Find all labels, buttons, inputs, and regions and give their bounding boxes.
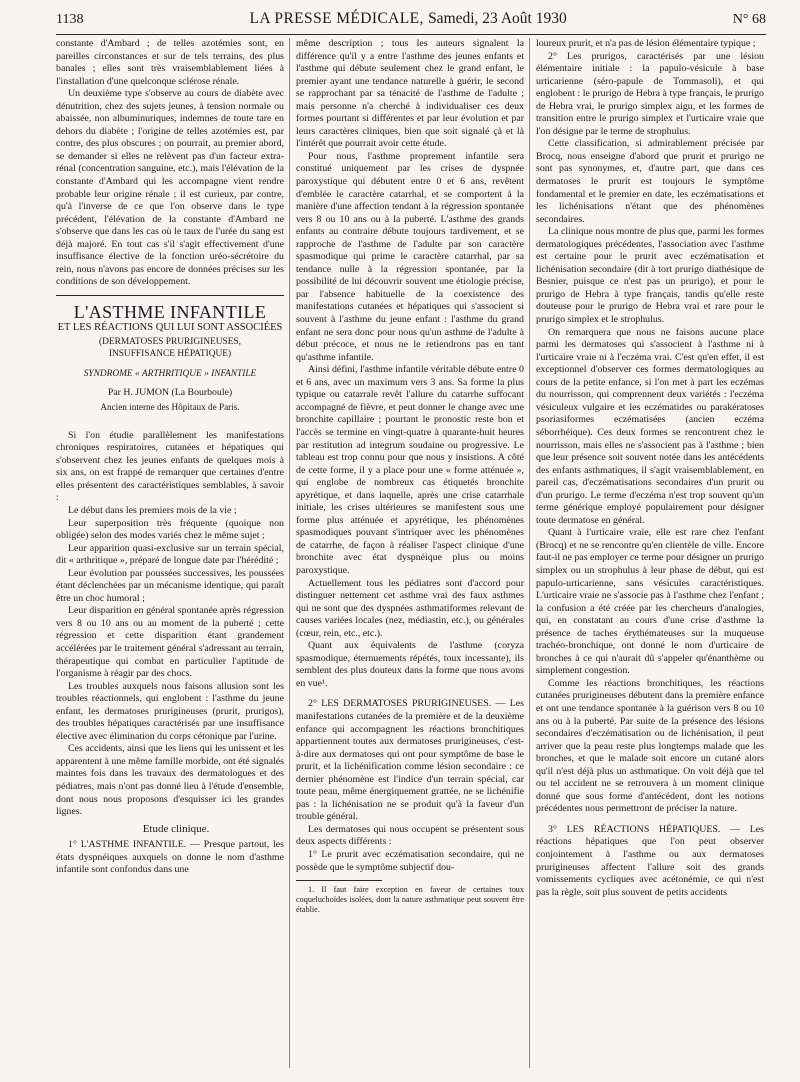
paragraph: même description ; tous les auteurs signalent la différence qu'il y a entre l'asthme des jeunes enfants et l'asthme qui débute seulement chez le grand enfant, le premier ayant une tendance naturelle à guérir, le second se rapprochant par sa ténacité de l'asthme de l'adulte ; mais personne n'a cherché à individualiser ces deux formes pourtant si différentes et par leur évolution et par leurs caractères cliniques, bien que soit signalé çà et là l'intérêt que pourrait avoir cette étude. — [296, 38, 524, 150]
paragraph: Pour nous, l'asthme proprement infantile sera constitué uniquement par les crises de dyspnée paroxystique qui débutent entre 0 et 6 ans, revêtent d'emblée le caractère catarrhal, et se comportent à la manière d'une affection tendant à la régression spontanée vers 8 ou 10 ans ou à la puberté. L'asthme des grands enfants au contraire débute toujours tardivement, et se rapproche de l'asthme de l'adulte par son caractère spasmodique qui prime le caractère catarrhal, par sa tendance nulle à la régression spontanée, par la possibilité de lui découvrir souvent une étiologie précise, par l'absence habituelle de la coexistence des manifestations cutanées et hépatiques qui s'associent si souvent à l'asthme du jeune enfant : l'asthme du grand enfant ne sera donc pour nous qu'un asthme de l'adulte à début précoce, et nous ne le retiendrons pas en tant qu'asthme infantile. — [296, 150, 524, 363]
issue-number: N° 68 — [732, 12, 766, 27]
article-subtitle-line: INSUFFISANCE HÉPATIQUE) — [108, 348, 232, 359]
column-1 — [56, 38, 284, 877]
paragraph: 1° Le prurit avec eczématisation secondaire, qui ne possède que le symptôme subjectif dou- — [296, 849, 524, 873]
paragraph: Quant aux équivalents de l'asthme (coryza spasmodique, éternuements répétés, toux incessante), ils semblent des plus douteux dans la forme que nous avons en vue¹. — [296, 640, 524, 689]
article-affiliation: Ancien interne des Hôpitaux de Paris. — [100, 402, 240, 413]
article-subtitle-line: (DERMATOSES PRURIGINEUSES, — [98, 337, 242, 348]
page-header — [56, 10, 766, 34]
paragraph: Si l'on étudie parallèlement les manifestations chroniques respiratoires, cutanées et hépatiques qui s'observent chez les jeunes enfants de quelques mois à six ans, on est frappé de remarquer que certaines d'entre elles présentent des caractéristiques semblables, à savoir : — [56, 429, 284, 504]
list-item: Leur superposition très fréquente (quoique non obligée) selon des modes variés chez le même sujet ; — [56, 517, 284, 542]
paragraph: Comme les réactions bronchitiques, les réactions cutanées prurigineuses débutent dans la première enfance et ont une tendance spontanée à la guérison vers 8 ou 10 ans ou à la puberté. Par suite de la présence des lésions secondaires d'eczématisation ou de lichénisation, il peut arriver que la peau reste plus longtemps malade que les bronches, et que le malade soit encore un cutané alors qu'il n'est déjà plus un asthmatique. On voit déjà que tel ou tel accident ne se retrouvera à un moment clinique donné que sous forme d'antécédent, dont les notions précédentes nous permettront de préciser la nature. — [536, 677, 764, 815]
paragraph: Ainsi défini, l'asthme infantile véritable débute entre 0 et 6 ans, avec un maximum vers 3 ans. Sa forme la plus typique ou catarrale revêt l'allure du catarrhe suffocant accompagné de fièvre, et peut donner le change avec une bronchite capillaire ; pourtant le pronostic reste bon et l'accès se termine en vingt-quatre à quarante-huit heures par restitution ad integrum soudaine ou progressive. Le tableau est trop connu pour que nous y insistions. A côté de cette forme, il y a place pour une « forme atténuée », qui englobe de nombreux cas étiquetés bronchite apyrétique, et dans laquelle, après une crise catarrhale initiale, les crises ultérieures se manifestent sous une forme plus atténuée et apyrétique, les phénomènes spasmodiques pouvant s'intriquer avec les phénomènes de catarrhe, de façon à réaliser l'aspect clinique d'une bronchite avec état dyspnéique plus ou moins paroxystique. — [296, 364, 524, 576]
column-divider — [289, 38, 290, 1068]
column-2 — [296, 38, 524, 915]
paragraph: loureux prurit, et n'a pas de lésion élémentaire typique ; — [536, 38, 756, 49]
paragraph: constante d'Ambard ; de telles azotémies sont, en pareilles circonstances et sur de tels terrains, des plus banales ; elles sont très vraisemblablement liées à l'installation d'une quelconque sclérose rénale. — [56, 38, 284, 87]
list-item: Leur évolution par poussées successives, les poussées étant déclenchées par un mécanisme identique, qui paraît être un choc humoral ; — [56, 567, 284, 604]
column-3 — [536, 38, 764, 899]
column-divider — [529, 38, 530, 1068]
header-rule — [56, 34, 766, 35]
paragraph: Un deuxième type s'observe au cours de diabète avec dénutrition, chez des sujets jeunes, à tension normale ou abaissée, non albuminuriques, indemnes de toute tare en dehors du diabète ; l'origine de telles azotémies est, par contre, des plus obscures ; on pourrait, au premier abord, se demander si elles ne relèvent pas d'un facteur extra-rénal (concentration sanguine, etc.), mais l'élévation de la constante d'Ambard qui les accompagne vient rendre probable leur origine rénale ; il est curieux, par contre, qu'à l'inverse de ce que l'on observe dans le type précédent, l'élévation de la constante d'Ambard ne s'observe que dans les cas où le taux de l'urée du sang est déjà majoré. En tout cas s'il s'agit effectivement d'une insuffisance élective de la fonction uréo-sécrétoire du rein, nous n'avons pas encore de données précises sur les conditions de son développement. — [56, 88, 284, 288]
section-heading: Etude clinique. — [142, 822, 210, 835]
footnote: 1. Il faut faire exception en faveur de certaines toux coqueluchoïdes isolées, dont la nature asthmatique peut souvent être établie. — [296, 885, 524, 915]
journal-masthead — [250, 10, 567, 28]
article-subtitle: ET LES RÉACTIONS QUI LUI SONT ASSOCIÉES — [57, 322, 283, 334]
footnote-rule — [296, 880, 382, 881]
article-title: L'ASTHME INFANTILE — [73, 301, 267, 322]
paragraph: Les troubles auxquels nous faisons allusion sont les troubles réactionnels, qui englobent : l'asthme du jeune enfant, les dermatoses prurigineuses (prurit, prurigos), des troubles hépatiques caractérisés par une insuffisance élective avec élimination du corps cétonique par l'urine. — [56, 680, 284, 742]
paragraph: Les dermatoses qui nous occupent se présentent sous deux aspects différents : — [296, 823, 524, 848]
article-author: Par H. JUMON (La Bourboule) — [107, 386, 233, 398]
list-item: Leur disparition en général spontanée après régression vers 8 ou 10 ans ou au moment de la puberté ; cette régression et cette disparition étant grandement accélérées par le traitement général s'adressant au terrain, thérapeutique qui combat en particulier l'aptitude de l'organisme à réagir par des chocs. — [56, 605, 284, 680]
paragraph: On remarquera que nous ne faisons aucune place parmi les dermatoses qui s'associent à l'asthme ni à l'urticaire vraie ni à l'eczéma vrai. C'est qu'en effet, il est exceptionnel d'observer ces formes dermatologiques au cours de la petite enfance, si l'on met à part les eczémas du nourrisson, qui comprennent deux variétés : l'eczéma vésiculeux vulgaire et les eczématides ou parakératoses psoriasiformes eczématisées (ancien eczéma séborrhéique). Ces deux formes se rencontrent chez le nourrisson, mais elles ne s'associent pas à l'asthme ; bien que leur présence soit souvent notée dans les antécédents des enfants asthmatiques, il s'agit vraisemblablement, en pareil cas, d'eczématisations secondaires d'un prurit ou d'un prurigo. Le terme d'eczéma n'est trop souvent qu'un terme générique employé populairement pour désigner toute dermatose en général. — [536, 326, 764, 526]
paragraph: 1° L'ASTHME INFANTILE. — Presque partout, les états dyspnéiques auxquels on donne le nom d'asthme infantile sont confondus dans une — [56, 839, 284, 876]
issue-date: Samedi, 23 Août 1930 — [428, 10, 567, 27]
paragraph: Quant à l'urticaire vraie, elle est rare chez l'enfant (Brocq) et ne se rencontre qu'en clientèle de ville. Encore faut-il ne pas employer ce terme pour désigner un prurigo simplex ou un strophulus à leur phase de début, qui est papulo-urticarienne, sans vésicules caractéristiques. L'urticaire vraie ne s'associe pas à l'asthme chez l'enfant ; la confusion a été créée par les chercheurs d'analogies, qui, en constatant au cours d'une crise d'asthme la présence de taches érythémateuses sur la muqueuse trachéo-bronchique, ont donné le nom d'urticaire de bronches à ce qui n'aurait dû s'appeler qu'énanthème ou simplement congestion. — [536, 527, 764, 677]
paragraph: 3° LES RÉACTIONS HÉPATIQUES. — Les réactions hépatiques que l'on peut observer conjointement à l'asthme ou aux dermatoses prurigineuses affectent l'allure soit des grands vomissements cycliques avec acétonémie, ce qui n'est pas la règle, soit plus souvent de petits accidents — [536, 823, 764, 898]
list-item: Le début dans les premiers mois de la vie ; — [68, 504, 237, 516]
page-number: 1138 — [56, 12, 84, 27]
paragraph: Cette classification, si admirablement précisée par Brocq, nous enseigne d'abord que prurit et prurigo ne sont pas synonymes, et, d'autre part, que dans ces dermatoses le prurit est toujours le symptôme fondamental et le premier en date, les eczématisations et les lichénisations n'étant que des phénomènes secondaires. — [536, 138, 764, 225]
article-separator — [56, 295, 284, 296]
paragraph: Actuellement tous les pédiatres sont d'accord pour distinguer nettement cet asthme vrai des faux asthmes qui ne sont que des dyspnées asthmatiformes relevant de causes variées locales (nez, médiastin, etc.), ou générales (cœur, rein, etc., etc.). — [296, 577, 524, 639]
journal-title: LA PRESSE MÉDICALE, — [249, 10, 429, 27]
paragraph: 2° Les prurigos, caractérisés par une lésion élémentaire initiale : la papulo-vésicule à base urticarienne (séro-papule de Tommasoli), et qui englobent : le prurigo de Hebra à type français, le prurigo de Hebra vrai, le prurigo simplex aigu, et les formes de transition entre le prurigo simplex et l'urticaire vraie que l'on désigne par le terme de strophulus. — [536, 50, 764, 137]
paragraph: 2° LES DERMATOSES PRURIGINEUSES. — Les manifestations cutanées de la première et de la deuxième enfance qui accompagnent les réactions bronchitiques appartiennent toutes aux dermatoses prurigineuses, c'est-à-dire aux dermatoses qui ont pour symptôme de base le prurit, et la lichénification comme lésion secondaire : ce dernier phénomène est l'indice d'un terrain spécial, car toute peau, même énergiquement grattée, ne se lichénifie pas : la lichénisation ne se produit qu'à la faveur d'un trouble général. — [296, 698, 524, 823]
list-item: Leur apparition quasi-exclusive sur un terrain spécial, dit « arthritique », préparé de longue date par l'hérédité ; — [56, 542, 284, 567]
paragraph: La clinique nous montre de plus que, parmi les formes dermatologiques précédentes, l'association avec l'asthme est certaine pour le prurit avec eczématisation et lichénisation secondaire (dit à tort prurigo diathésique de Besnier, puisque ce n'est pas un prurigo), et pour le prurigo de Hebra à type français, tandis qu'elle reste douteuse pour le prurigo de Hebra vrai et rare pour le prurigo simplex et le strophulus. — [536, 226, 764, 326]
article-syndrome: SYNDROME « ARTHRITIQUE » INFANTILE — [83, 369, 257, 380]
paragraph: Ces accidents, ainsi que les liens qui les unissent et les apparentent à une même famille morbide, ont été signalés maintes fois dans les travaux des dermatologues et des pédiatres, mais n'ont pas donné lieu à l'étude d'ensemble, dont nous nous proposons d'esquisser ici les grandes lignes. — [56, 743, 284, 818]
